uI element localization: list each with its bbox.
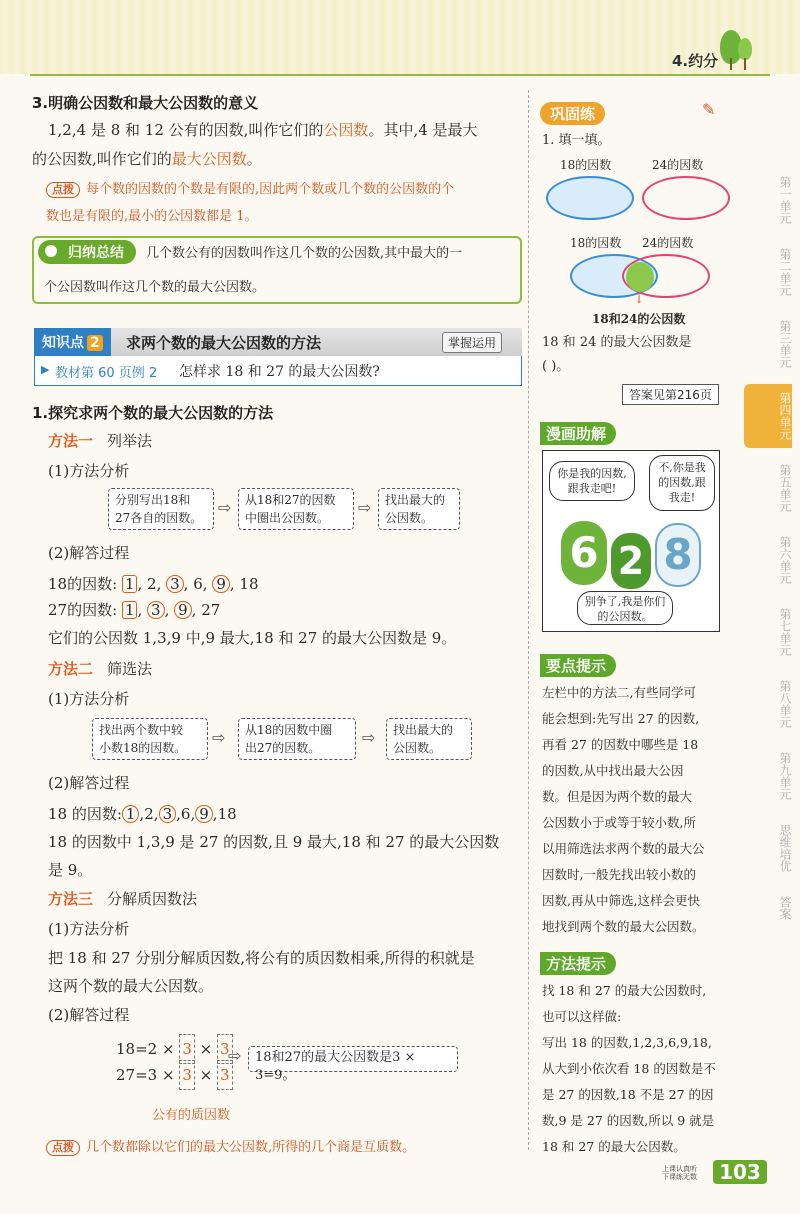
example-bar bbox=[34, 356, 522, 386]
tab-thinking[interactable]: 思维培优 bbox=[778, 824, 792, 872]
example-ref: 教材第 60 页例 2 bbox=[55, 366, 158, 381]
header-rule bbox=[30, 74, 770, 76]
page-footer bbox=[662, 1160, 767, 1184]
comic-bubble-1: 你是我的因数,跟我走吧! bbox=[549, 461, 635, 501]
arrow-down-icon: ↓ bbox=[634, 292, 645, 306]
example-question: 怎样求 18 和 27 的最大公因数? bbox=[179, 364, 380, 380]
method1-heading: 方法一 列举法 bbox=[48, 432, 153, 450]
m3-desc-line1: 把 18 和 27 分别分解质因数,将公有的质因数相乘,所得的积就是 bbox=[48, 949, 475, 967]
venn2-label-a: 18的因数 bbox=[570, 236, 622, 250]
arrow-right-icon: ⇨ bbox=[228, 1046, 242, 1065]
sec3-tip-line1: 点拨 每个数的因数的个数是有限的,因此两个数或几个数的公因数的个 bbox=[46, 176, 454, 203]
knowledge-label: 知识点 2 bbox=[34, 328, 111, 356]
tab-unit-3[interactable]: 第三单元 bbox=[778, 320, 792, 368]
practice-q2: 18 和 24 的最大公因数是 bbox=[542, 335, 692, 350]
arrow-right-icon: ⇨ bbox=[212, 728, 226, 747]
m2-conclusion-line2: 是 9。 bbox=[48, 861, 93, 879]
venn1-label-a: 18的因数 bbox=[560, 158, 612, 172]
page-number: 103 bbox=[713, 1160, 767, 1184]
sec3-para-line2: 的公因数,叫作它们的最大公因数。 bbox=[32, 150, 262, 168]
tab-unit-9[interactable]: 第九单元 bbox=[778, 752, 792, 800]
section-3-title: 3.明确公因数和最大公因数的意义 bbox=[32, 94, 259, 112]
summary-box bbox=[32, 236, 522, 304]
digit-two: 2 bbox=[611, 533, 651, 589]
knowledge-title: 求两个数的最大公因数的方法 bbox=[126, 334, 322, 352]
chapter-title: 4.约分 bbox=[672, 52, 719, 70]
tab-unit-2[interactable]: 第二单元 bbox=[778, 248, 792, 296]
column-divider bbox=[528, 90, 529, 1150]
m1-factors-18: 18的因数: 1 , 2, 3 , 6, 9 , 18 bbox=[48, 575, 259, 593]
summary-line1: 几个数公有的因数叫作这几个数的公因数,其中最大的一 bbox=[146, 246, 463, 261]
practice-label: 巩固练 bbox=[540, 102, 605, 125]
practice-q1: 1. 填一填。 bbox=[542, 133, 611, 148]
m1-step1-box: 分别写出18和 27各自的因数。 bbox=[108, 488, 214, 530]
m3-eq-18: 18=2 × 3 × 3 bbox=[116, 1034, 233, 1064]
method-tip-label: 方法提示 bbox=[540, 952, 616, 975]
tab-answers[interactable]: 答案 bbox=[778, 896, 792, 920]
m1-conclusion: 它们的公因数 1,3,9 中,9 最大,18 和 27 的最大公因数是 9。 bbox=[48, 629, 457, 647]
m3-common-label: 公有的质因数 bbox=[152, 1108, 231, 1123]
method-tip-text: 找 18 和 27 的最大公因数时, 也可以这样做: 写出 18 的因数,1,2,3,6,9,18, 从大到小依次看 18 的因数是不 是 27 的因数,18 不是 27 的因 数,9 是 27 的因数,所以 9 就是 18 和 27 的最大公因数。 bbox=[542, 983, 716, 1154]
method1-analysis: (1)方法分析 bbox=[48, 462, 130, 480]
m1-step2-box: 从18和27的因数 中圈出公因数。 bbox=[238, 488, 354, 530]
digit-six: 6 bbox=[561, 521, 607, 585]
tip-tag: 点拨 bbox=[46, 1140, 80, 1156]
target-icon bbox=[42, 242, 60, 260]
digit-eight: 8 bbox=[655, 523, 701, 587]
m2-factors-18: 18 的因数: 1 ,2, 3 ,6, 9 ,18 bbox=[48, 805, 237, 823]
method3-analysis: (1)方法分析 bbox=[48, 920, 130, 938]
tab-unit-6[interactable]: 第六单元 bbox=[778, 536, 792, 584]
arrow-right-icon: ⇨ bbox=[218, 498, 232, 517]
method3-process: (2)解答过程 bbox=[48, 1006, 130, 1024]
tab-unit-4[interactable]: 第四单元 bbox=[744, 384, 792, 448]
m3-desc-line2: 这两个数的最大公因数。 bbox=[48, 977, 214, 995]
sec3-para-line1: 1,2,4 是 8 和 12 公有的因数,叫作它们的公因数。其中,4 是最大 bbox=[48, 121, 478, 139]
m2-step2-box: 从18的因数中圈 出27的因数。 bbox=[238, 718, 356, 760]
comic-panel bbox=[542, 450, 720, 632]
knowledge-badge: 掌握运用 bbox=[442, 332, 502, 353]
comic-label: 漫画助解 bbox=[540, 422, 616, 445]
tab-unit-1[interactable]: 第一单元 bbox=[778, 176, 792, 224]
m2-step1-box: 找出两个数中较 小数18的因数。 bbox=[92, 718, 208, 760]
tab-unit-7[interactable]: 第七单元 bbox=[778, 608, 792, 656]
footer-slogan: 上课认真听 下课练无数 bbox=[662, 1165, 697, 1181]
method2-analysis: (1)方法分析 bbox=[48, 690, 130, 708]
method2-process: (2)解答过程 bbox=[48, 774, 130, 792]
tab-unit-5[interactable]: 第五单元 bbox=[778, 464, 792, 512]
m3-result-box: 18和27的最大公因数是3 × 3=9。 bbox=[248, 1046, 458, 1072]
summary-line2: 个公因数叫作这几个数的最大公因数。 bbox=[44, 280, 266, 295]
venn1-circle-24 bbox=[642, 176, 730, 220]
sec3-tip-line2: 数也是有限的,最小的公因数都是 1。 bbox=[46, 209, 258, 224]
method3-heading: 方法三 分解质因数法 bbox=[48, 890, 198, 908]
m1-step3-box: 找出最大的 公因数。 bbox=[378, 488, 460, 530]
key-label: 要点提示 bbox=[540, 654, 616, 677]
practice-blank[interactable]: ( )。 bbox=[542, 359, 570, 374]
comic-bubble-2: 不,你是我的因数,跟我走! bbox=[649, 455, 715, 511]
venn1-label-b: 24的因数 bbox=[652, 158, 704, 172]
tab-unit-8[interactable]: 第八单元 bbox=[778, 680, 792, 728]
tip-tag: 点拨 bbox=[46, 182, 80, 198]
summary-label: 归纳总结 bbox=[38, 240, 136, 264]
arrow-right-icon: ⇨ bbox=[358, 498, 372, 517]
m3-eq-27: 27=3 × 3 × 3 bbox=[116, 1060, 233, 1090]
arrow-right-icon: ⇨ bbox=[362, 728, 376, 747]
comic-bubble-3: 别争了,我是你们的公因数。 bbox=[577, 591, 673, 625]
venn2-overlap bbox=[626, 262, 654, 292]
explore-title: 1.探究求两个数的最大公因数的方法 bbox=[32, 404, 274, 422]
key-text: 左栏中的方法二,有些同学可 能会想到:先写出 27 的因数, 再看 27 的因数中哪些是 18 的因数,从中找出最大公因 数。但是因为两个数的最大 公因数小于或等于较小数,所 以用筛选法求两个数的最大公 因数时,一般先找出较小数的 因数,再从中筛选,这样会更快 地找到两个数的最大公因数。 bbox=[542, 685, 705, 934]
answer-ref: 答案见第216页 bbox=[622, 384, 719, 405]
method2-heading: 方法二 筛选法 bbox=[48, 660, 153, 678]
m1-factors-27: 27的因数: 1 , 3 , 9 , 27 bbox=[48, 601, 221, 619]
venn2-label-b: 24的因数 bbox=[642, 236, 694, 250]
knowledge-bar bbox=[34, 328, 522, 356]
m2-step3-box: 找出最大的 公因数。 bbox=[386, 718, 472, 760]
pencil-icon: ✎ bbox=[702, 100, 716, 119]
triangle-icon: ▶ bbox=[41, 363, 50, 376]
method1-process: (2)解答过程 bbox=[48, 544, 130, 562]
m2-conclusion-line1: 18 的因数中 1,3,9 是 27 的因数,且 9 最大,18 和 27 的最大公因数 bbox=[48, 833, 500, 851]
venn2-label-common: 18和24的公因数 bbox=[592, 312, 686, 326]
m3-tip: 点拨 几个数都除以它们的最大公因数,所得的几个商是互质数。 bbox=[46, 1134, 415, 1161]
venn1-circle-18 bbox=[546, 176, 634, 220]
